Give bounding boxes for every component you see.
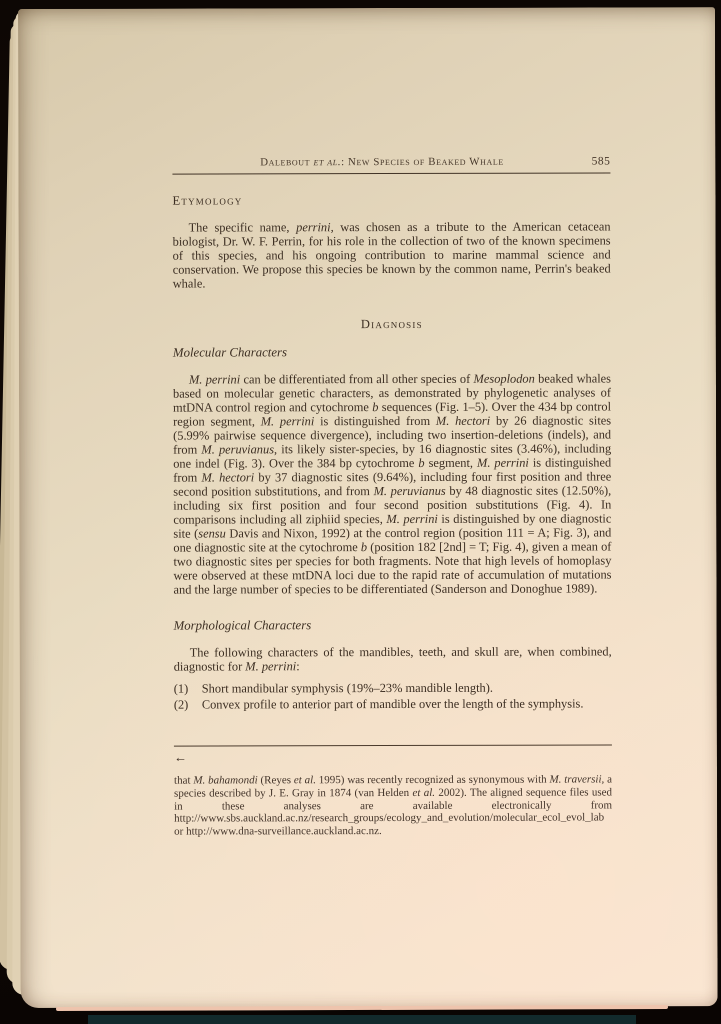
subheading-molecular-characters: Molecular Characters	[172, 345, 288, 360]
footnote-text: that M. bahamondi (Reyes et al. 1995) was recently recognized as synonymous with M. traversii, a species described by J. E. Gray in 1874 (van Helden et al. 2002). The aligned sequence files used in these analyses are available electronically from http://www.sbs.auckland.ac.nz/research_groups/ecology_and_evolution/molecular_ecol_evol_lab or http://www.dna-surveillance.auckland.ac.nz.	[174, 773, 613, 838]
list-item	[174, 680, 612, 696]
journal-page	[18, 7, 718, 1008]
footnote-continuation-arrow-icon: ←	[173, 749, 187, 765]
diagnostic-character-list	[174, 680, 612, 711]
list-item	[174, 696, 612, 712]
paragraph-molecular-characters: M. perrini can be differentiated from all other species of Mesoplodon beaked whales based on molecular genetic characters, as demonstrated by phylogenetic analyses of mtDNA control region and cytochrome b sequences (Fig. 1–5). Over the 434 bp control region segment, M. perrini is distinguished from M. hectori by 26 diagnostic sites (5.99% pairwise sequence divergence), including two insertion-deletions (indels), and from M. peruvianus, its likely sister-species, by 16 diagnostic sites (3.46%), including one indel (Fig. 3). Over the 384 bp cytochrome b segment, M. perrini is distinguished from M. hectori by 37 diagnostic sites (9.64%), including four first position and three second position substitutions, and from M. peruvianus by 48 diagnostic sites (12.50%), including six first position and four second position substitutions (Fig. 4). In comparisons including all ziphiid species, M. perrini is distinguished by one diagnostic site (sensu Davis and Nixon, 1992) at the control region (position 111 = A; Fig. 3), and one diagnostic site at the cytochrome b (position 182 [2nd] = T; Fig. 4), given a mean of two diagnostic sites per species for both fragments. Note that high levels of homoplasy were observed at these mtDNA loci due to the rapid rate of accumulation of mutations and the large number of species to be differentiated (Sanderson and Donoghue 1989).	[172, 371, 612, 597]
heading-etymology: Etymology	[172, 193, 243, 208]
header-rule	[172, 172, 610, 174]
table-edge-band	[88, 1015, 636, 1024]
paragraph-etymology: The specific name, perrini, was chosen as a tribute to the American cetacean biologist, Dr. W. F. Perrin, for his role in the collection of two of the known specimens of this species, and his ongoing contribution to marine mammal science and conservation. We propose this species be known by the common name, Perrin's beaked whale.	[172, 219, 611, 291]
list-item-text: Short mandibular symphysis (19%–23% mandible length).	[201, 680, 493, 696]
list-item-number: (2)	[173, 697, 189, 712]
page-number: 585	[591, 155, 611, 168]
page-bottom-edge	[56, 1005, 668, 1011]
running-head	[172, 155, 610, 168]
running-head-title: Dalebout et al.: New Species of Beaked Whale	[260, 155, 504, 169]
paragraph-morphological-intro: The following characters of the mandibles, teeth, and skull are, when combined, diagnostic for M. perrini:	[173, 644, 612, 674]
list-item-text: Convex profile to anterior part of mandible over the length of the symphysis.	[201, 696, 584, 712]
list-item-number: (1)	[173, 681, 189, 696]
text-column	[172, 155, 612, 838]
subheading-morphological-characters: Morphological Characters	[173, 618, 312, 633]
footnote-rule	[174, 745, 612, 747]
heading-diagnosis: Diagnosis	[360, 316, 423, 332]
